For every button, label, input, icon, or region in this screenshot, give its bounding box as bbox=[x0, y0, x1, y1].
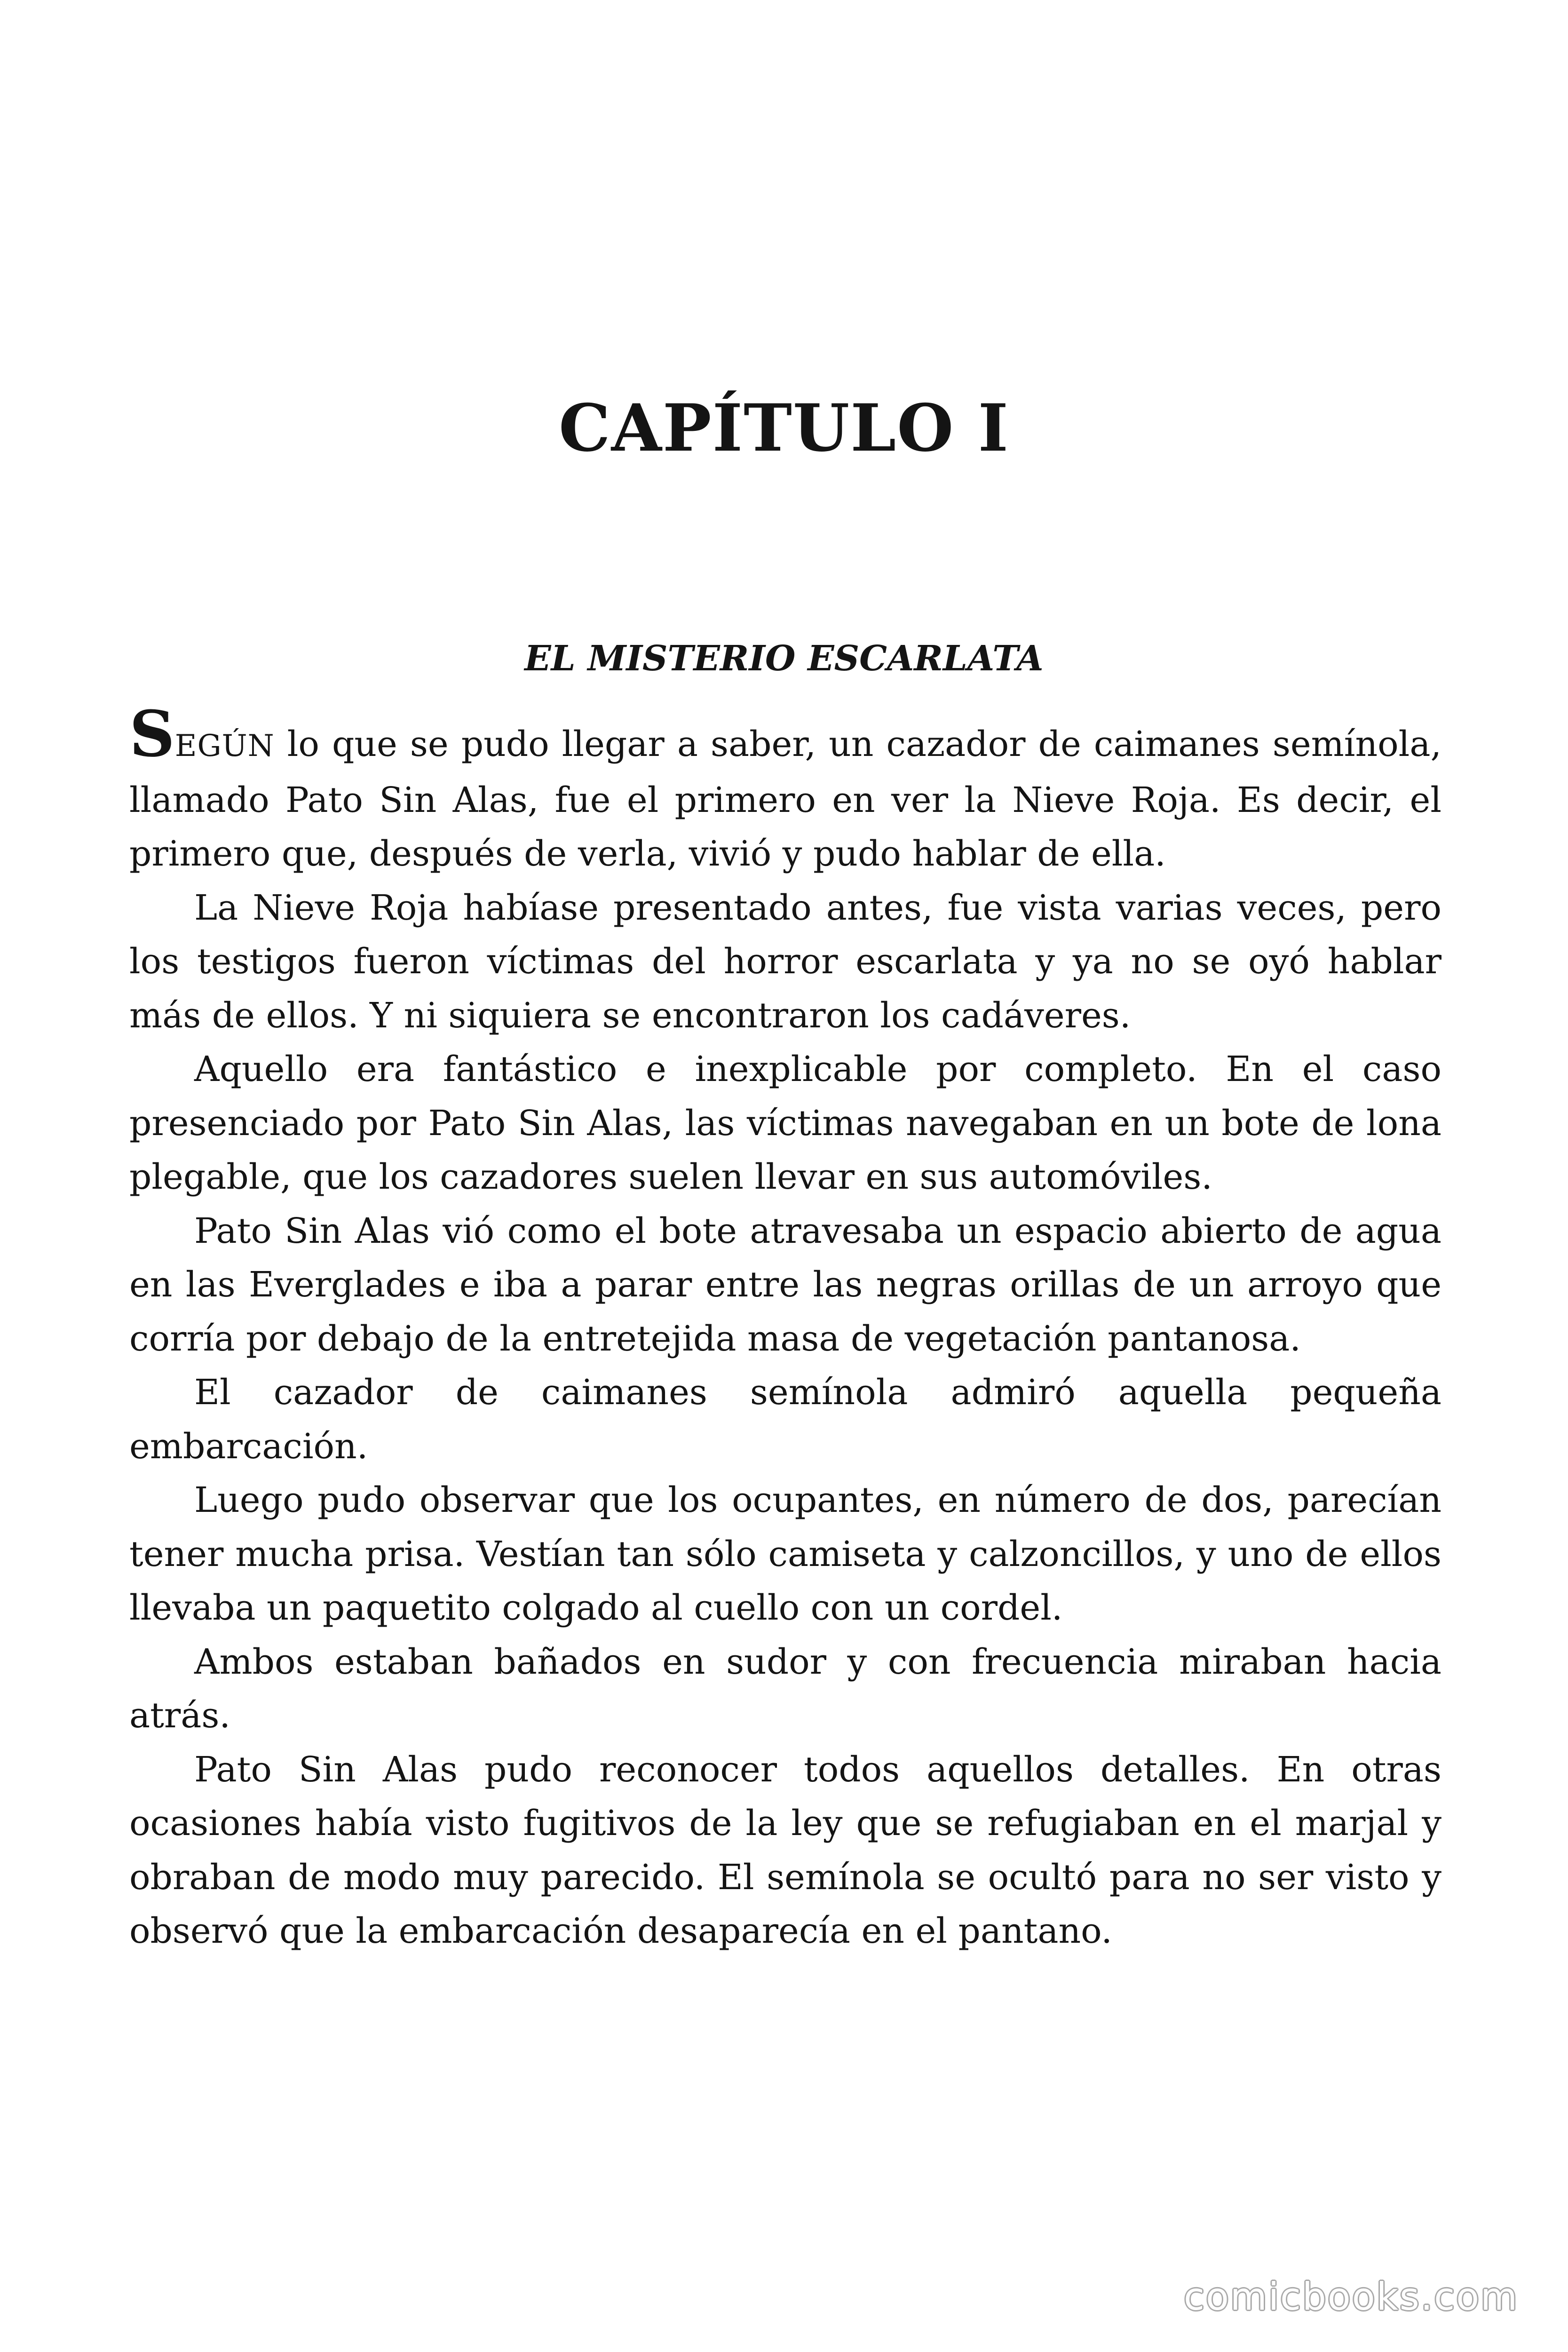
paragraph-1 bbox=[129, 697, 1441, 881]
paragraph-8: Pato Sin Alas pudo reconocer todos aquellos detalles. En otras ocasiones había visto fugitivos de la ley que se refugiaban en el marjal y obraban de modo muy parecido. El semínola se ocultó para no ser visto y observó que la embarcación desaparecía en el pantano. bbox=[129, 1749, 1441, 1951]
drop-initial: S bbox=[129, 697, 175, 771]
paragraph-7: Ambos estaban bañados en sudor y con frecuencia miraban hacia atrás. bbox=[129, 1641, 1441, 1736]
paragraph-4: Pato Sin Alas vió como el bote atravesaba un espacio abierto de agua en las Everglades e iba a parar entre las negras orillas de un arroyo que corría por debajo de la entretejida masa de vegetación pantanosa. bbox=[129, 1210, 1441, 1359]
section-title: EL MISTERIO ESCARLATA bbox=[524, 638, 1044, 679]
paragraph-1-text: lo que se pudo llegar a saber, un cazador de caimanes semínola, llamado Pato Sin Alas, fue el primero en ver la Nieve Roja. Es decir, el primero que, después de verla, vivió y pudo hablar de ella. bbox=[129, 724, 1441, 874]
paragraph-5: El cazador de caimanes semínola admiró aquella pequeña embarcación. bbox=[129, 1372, 1441, 1467]
paragraph-3: Aquello era fantástico e inexplicable por completo. En el caso presenciado por Pato Sin Alas, las víctimas navegaban en un bote de lona plegable, que los cazadores suelen llevar en sus automóviles. bbox=[129, 1049, 1441, 1197]
paragraph-6: Luego pudo observar que los ocupantes, en número de dos, parecían tener mucha prisa. Vestían tan sólo camiseta y calzoncillos, y uno de ellos llevaba un paquetito colgado al cuello con un cordel. bbox=[129, 1480, 1441, 1628]
chapter-title: CAPÍTULO I bbox=[558, 389, 1010, 466]
watermark: comicbooks.com bbox=[1183, 2275, 1519, 2319]
chapter-body bbox=[129, 697, 1441, 1958]
paragraph-2: La Nieve Roja habíase presentado antes, fue vista varias veces, pero los testigos fueron víctimas del horror escarlata y ya no se oyó hablar más de ellos. Y ni siquiera se encontraron los cadáveres. bbox=[129, 887, 1441, 1036]
small-caps-opening: EGÚN bbox=[174, 729, 275, 763]
